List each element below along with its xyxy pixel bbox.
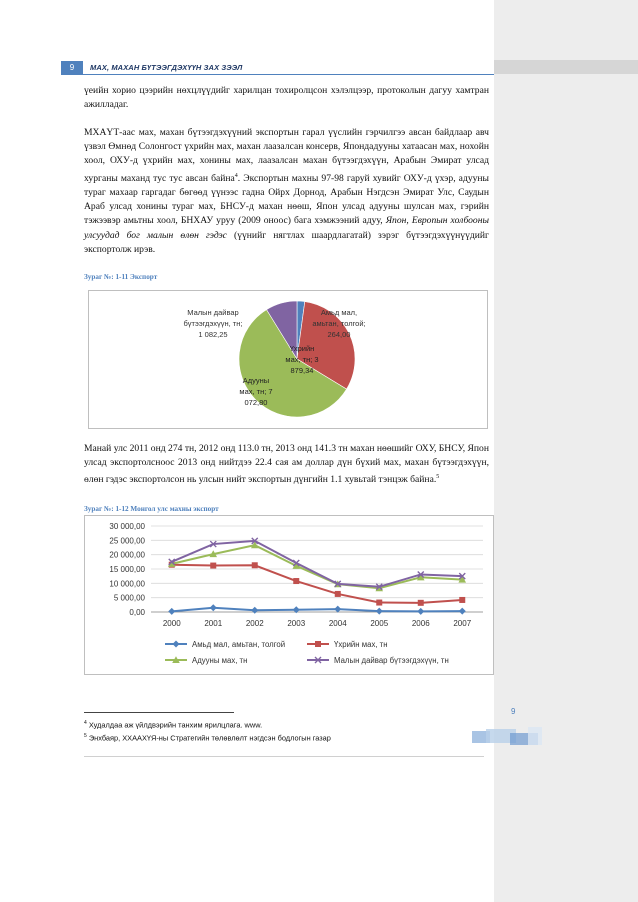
footnote-5: [84, 731, 331, 743]
y-tick-label: 5 000,00: [113, 593, 145, 603]
footnote-4-number: 4: [84, 720, 87, 726]
footnote-ref-4[interactable]: 4: [234, 172, 238, 179]
legend-label: Амьд мал, амьтан, толгой: [192, 640, 286, 649]
y-tick-label: 0,00: [129, 608, 145, 617]
legend-label: Адууны мах, тн: [192, 656, 248, 665]
paragraph-1: үеийн хорио цээрийн нөхцлүүдийг харилцан тохиролцсон хэлэлцээр, протоколын дагуу хамтран ажилладаг.: [84, 85, 489, 111]
x-tick-label: 2002: [245, 619, 264, 628]
y-tick-label: 10 000,00: [109, 579, 145, 589]
data-point: [293, 578, 299, 584]
data-point: [459, 597, 465, 603]
x-tick-label: 2007: [453, 619, 472, 628]
paragraph-2-part-c: (үүнийг нягтлах шаардлагатай) зэрэг бүтээгдэхүүнүүдийг экспортолж ирэв.: [84, 229, 489, 255]
footnote-4-text: Худалдаа аж үйлдвэрийн танхим ярилцлага. www.: [88, 720, 263, 730]
data-point: [459, 608, 466, 615]
legend-item-1: [307, 640, 388, 649]
footnote-5-number: 5: [84, 733, 87, 739]
y-tick-label: 30 000,00: [109, 522, 145, 531]
pie-label-byproduct-line1: Малын дайвар: [187, 308, 239, 317]
legend-label: Малын дайвар бүтээгдэхүүн, тн: [334, 656, 449, 665]
running-header-title: МАХ, МАХАН БҮТЭЭГДЭХҮҮН ЗАХ ЗЭЭЛ: [90, 63, 243, 72]
data-point: [252, 562, 258, 568]
decorative-footer-graphic: [472, 727, 548, 747]
data-point: [335, 591, 341, 597]
pie-chart: [89, 291, 487, 428]
data-point: [418, 600, 424, 606]
pie-label-live-animals-line1: Амьд мал,: [320, 308, 358, 317]
page-number-badge: 9: [61, 61, 83, 75]
data-point: [251, 607, 258, 614]
pie-label-live-animals-line3: 264,00: [327, 330, 351, 339]
data-point: [417, 608, 424, 615]
figure-2-caption: Зураг №: 1-12 Монгол улс махны экспорт: [84, 505, 219, 513]
legend-item-2: [165, 656, 247, 665]
footnote-4: [84, 718, 262, 730]
y-tick-label: 25 000,00: [109, 536, 145, 546]
series-1: [169, 562, 466, 606]
data-point: [210, 604, 217, 611]
footer-rule: [84, 756, 484, 757]
comment-margin-header: [494, 60, 638, 74]
x-tick-label: 2003: [287, 619, 306, 628]
pie-label-beef-line1: Үхрийн: [289, 344, 315, 353]
pie-label-horse-line3: 072,80: [244, 398, 268, 407]
y-tick-label: 20 000,00: [109, 550, 145, 560]
x-tick-label: 2005: [370, 619, 389, 628]
series-line-1: [172, 565, 463, 603]
paragraph-2-part-b: . Экспортын махны 97-98 гаруй хувийг ОХУ-д үхэр, адууны тураг махаар гаргадаг бөгөөд үүнээс гадна Ойрх Дорнод, Арабын Нэгдсэн Эмират Улс, Саудын Араб улсад хонины тураг мах, БНСУ-д махан нөөш, Япон улсад адууны шулсан мах, гэрийн тэжээвэр амьтны хоол, БНХАУ уруу (2009 оноос) бага хэмжээний адуу,: [84, 172, 489, 227]
paragraph-2-italic: Япон, Европын холбооны улсуудад бог малын өлөн гэдэс: [84, 215, 489, 241]
pie-chart-frame: [88, 290, 488, 429]
pie-label-horse-line1: Адууны: [242, 376, 270, 385]
footnote-ref-5[interactable]: 5: [436, 474, 440, 481]
header-rule: [83, 74, 494, 75]
paragraph-2-part-a: МХАҮТ-аас мах, махан бүтээгдэхүүний экспортын гарал үүслийн гэрчилгээ авсан байдлаар авч үзвэл Өмнөд Солонгост үхрийн мах, махан лаазалсан консерв, Япондадууны хатаасан мах, нохойн хоол, ОХУ-д үхрийн мах, хонины мах, лаазалсан махан бүтээгдэхүүн, Арабын Эмират улсад хурганы маханд тус тус авсан байна: [84, 127, 489, 184]
x-tick-label: 2000: [162, 619, 181, 628]
line-chart: [85, 516, 493, 674]
pie-label-horse-line2: мах, тн; 7: [239, 387, 273, 396]
data-point: [376, 608, 383, 615]
legend-item-3: [307, 656, 449, 665]
line-chart-frame: [84, 515, 494, 675]
pie-label-byproduct-line3: 1 082,25: [198, 330, 228, 339]
legend-label: Үхрийн мах, тн: [334, 640, 388, 649]
figure-1-caption: Зураг №: 1-11 Экспорт: [84, 273, 158, 281]
pie-label-byproduct-line2: бүтээгдэхүүн, тн;: [183, 319, 243, 328]
x-tick-label: 2001: [204, 619, 223, 628]
data-point: [376, 600, 382, 606]
x-tick-label: 2006: [411, 619, 430, 628]
footnote-5-text: Энхбаяр, ХХААХҮЯ-ны Стратегийн төлөвлөлт нэгдсэн бодлогын газар: [88, 733, 331, 743]
comment-margin: [494, 0, 638, 902]
data-point: [168, 608, 175, 615]
data-point: [210, 563, 216, 569]
footer-page-number: 9: [511, 707, 516, 716]
paragraph-2: [84, 126, 489, 257]
pie-label-beef-line3: 879,34: [290, 366, 314, 375]
paragraph-3: [84, 442, 489, 488]
pie-label-beef-line2: мах, тн; 3: [285, 355, 319, 364]
legend-item-0: [165, 640, 285, 649]
data-point: [334, 606, 341, 613]
paragraph-3-text: Манай улс 2011 онд 274 тн, 2012 онд 113.0 тн, 2013 онд 141.3 тн махан нөөшийг ОХУ, БНСУ, Япон улсад экспортолсноос 2013 онд нийтдээ 22.4 сая ам доллар дүн бүхий мах, махан бүтээгдэхүүн, өлөн гэдэс экспортолсон нь улсын нийт экспортын дүнгийн 1.1 хувьтай тэнцэж байна.: [84, 443, 489, 486]
x-tick-label: 2004: [328, 619, 347, 628]
footnote-separator: [84, 712, 234, 713]
pie-label-byproduct: [184, 308, 243, 339]
y-tick-label: 15 000,00: [109, 565, 145, 574]
pie-label-live-animals-line2: амьтан, толгой;: [312, 319, 366, 328]
